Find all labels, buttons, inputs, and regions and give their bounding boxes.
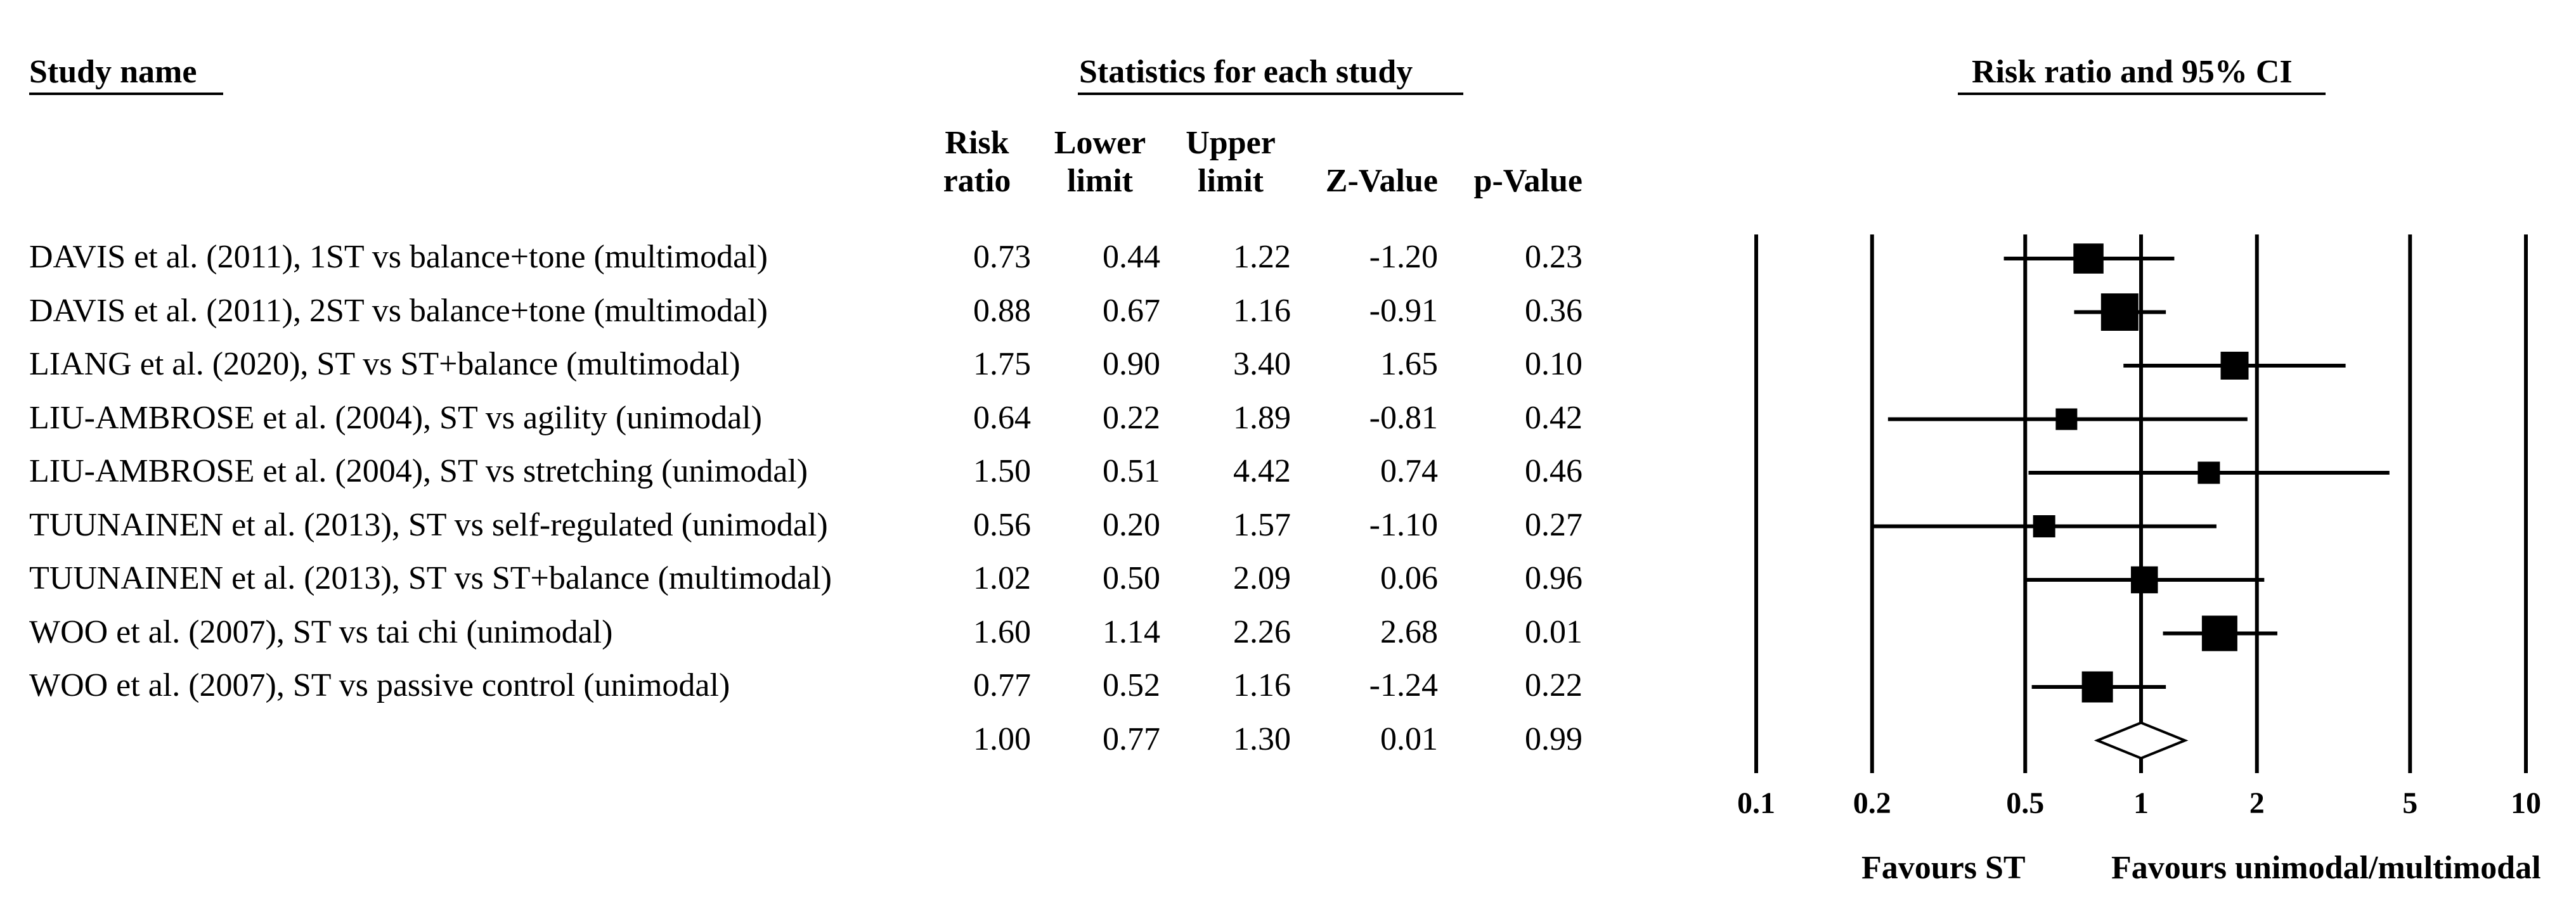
effect-marker (2033, 515, 2055, 537)
stat-cell-upper: 1.30 (1233, 721, 1291, 757)
stat-cell-rr: 1.00 (973, 721, 1031, 757)
study-name-underline (29, 93, 223, 95)
effect-marker (2202, 616, 2237, 651)
effect-marker (2055, 409, 2077, 430)
stat-cell-upper: 1.16 (1233, 292, 1291, 329)
stat-cell-lower: 0.67 (1103, 292, 1160, 329)
column-header-line2: limit (1198, 163, 1264, 199)
study-name-header: Study name (29, 54, 197, 90)
stat-cell-upper: 2.09 (1233, 560, 1291, 596)
stat-cell-lower: 0.90 (1103, 346, 1160, 382)
stat-cell-lower: 0.51 (1103, 453, 1160, 489)
axis-tick-label: 5 (2402, 786, 2418, 820)
stat-cell-lower: 0.22 (1103, 399, 1160, 436)
stat-cell-lower: 1.14 (1103, 613, 1160, 650)
stat-cell-p: 0.27 (1525, 506, 1582, 543)
column-header (1040, 124, 1160, 200)
study-name-cell: TUUNAINEN et al. (2013), ST vs self-regulated (unimodal) (29, 506, 828, 543)
study-name-cell: DAVIS et al. (2011), 2ST vs balance+tone (multimodal) (29, 292, 768, 329)
stat-cell-z: 0.01 (1380, 721, 1438, 757)
favours-left-label: Favours ST (1861, 850, 2026, 886)
stat-cell-z: -1.10 (1369, 506, 1438, 543)
stat-cell-upper: 1.57 (1233, 506, 1291, 543)
stat-cell-p: 0.99 (1525, 721, 1582, 757)
axis-tick-label: 1 (2133, 786, 2149, 820)
stat-cell-lower: 0.52 (1103, 667, 1160, 703)
stat-cell-z: 0.06 (1380, 560, 1438, 596)
study-name-cell: TUUNAINEN et al. (2013), ST vs ST+balance (multimodal) (29, 560, 832, 596)
stat-cell-rr: 1.02 (973, 560, 1031, 596)
column-header-line1: Lower (1054, 125, 1146, 161)
plot-underline (1958, 93, 2326, 95)
stat-cell-rr: 1.75 (973, 346, 1031, 382)
stat-cell-p: 0.46 (1525, 453, 1582, 489)
study-name-cell: LIANG et al. (2020), ST vs ST+balance (multimodal) (29, 346, 741, 382)
summary-diamond (2097, 723, 2185, 759)
stat-cell-rr: 1.60 (973, 613, 1031, 650)
stat-cell-z: 2.68 (1380, 613, 1438, 650)
column-header-line1: Risk (945, 125, 1009, 161)
column-header (1286, 124, 1438, 200)
column-header-line2: p-Value (1473, 163, 1582, 199)
stat-cell-z: -1.24 (1369, 667, 1438, 703)
stat-cell-upper: 4.42 (1233, 453, 1291, 489)
stat-cell-z: -1.20 (1369, 239, 1438, 275)
stat-cell-p: 0.01 (1525, 613, 1582, 650)
effect-marker (2073, 243, 2104, 274)
stat-cell-upper: 3.40 (1233, 346, 1291, 382)
stat-cell-rr: 1.50 (973, 453, 1031, 489)
axis-tick-label: 2 (2249, 786, 2265, 820)
effect-marker (2197, 462, 2220, 484)
stat-cell-rr: 0.88 (973, 292, 1031, 329)
stat-cell-p: 0.36 (1525, 292, 1582, 329)
effect-marker (2101, 293, 2139, 331)
stat-cell-rr: 0.73 (973, 239, 1031, 275)
column-header (1170, 124, 1291, 200)
statistics-underline (1078, 93, 1463, 95)
plot-header: Risk ratio and 95% CI (1972, 54, 2293, 90)
stat-cell-z: 1.65 (1380, 346, 1438, 382)
column-header-line1: Upper (1186, 125, 1276, 161)
stat-cell-upper: 1.22 (1233, 239, 1291, 275)
column-header-line1 (1443, 124, 1582, 162)
axis-tick-label: 0.2 (1853, 786, 1891, 820)
stat-cell-p: 0.10 (1525, 346, 1582, 382)
stat-cell-rr: 0.77 (973, 667, 1031, 703)
study-name-cell: WOO et al. (2007), ST vs tai chi (unimodal) (29, 613, 613, 650)
stat-cell-z: 0.74 (1380, 453, 1438, 489)
stat-cell-upper: 1.16 (1233, 667, 1291, 703)
study-name-cell: LIU-AMBROSE et al. (2004), ST vs stretching (unimodal) (29, 453, 808, 489)
stat-cell-upper: 2.26 (1233, 613, 1291, 650)
stat-cell-z: -0.81 (1369, 399, 1438, 436)
column-header-line2: limit (1067, 163, 1133, 199)
column-header-line2: ratio (943, 163, 1011, 199)
stat-cell-z: -0.91 (1369, 292, 1438, 329)
stat-cell-p: 0.22 (1525, 667, 1582, 703)
stat-cell-lower: 0.50 (1103, 560, 1160, 596)
statistics-header: Statistics for each study (1079, 54, 1413, 90)
stat-cell-lower: 0.20 (1103, 506, 1160, 543)
effect-marker (2082, 672, 2113, 703)
column-header (923, 124, 1031, 200)
stat-cell-rr: 0.56 (973, 506, 1031, 543)
stat-cell-rr: 0.64 (973, 399, 1031, 436)
effect-marker (2221, 352, 2249, 380)
axis-tick-label: 10 (2511, 786, 2541, 820)
column-header (1443, 124, 1582, 200)
axis-tick-label: 0.5 (2006, 786, 2045, 820)
column-header-line2: Z-Value (1325, 163, 1438, 199)
stat-cell-p: 0.42 (1525, 399, 1582, 436)
column-header-line1 (1286, 124, 1438, 162)
stat-cell-p: 0.96 (1525, 560, 1582, 596)
axis-tick-label: 0.1 (1737, 786, 1775, 820)
stat-cell-upper: 1.89 (1233, 399, 1291, 436)
stat-cell-lower: 0.44 (1103, 239, 1160, 275)
favours-right-label: Favours unimodal/multimodal (2111, 850, 2541, 886)
study-name-cell: WOO et al. (2007), ST vs passive control (unimodal) (29, 667, 730, 703)
study-name-cell: LIU-AMBROSE et al. (2004), ST vs agility (unimodal) (29, 399, 762, 436)
study-name-cell: DAVIS et al. (2011), 1ST vs balance+tone (multimodal) (29, 239, 768, 275)
stat-cell-lower: 0.77 (1103, 721, 1160, 757)
stat-cell-p: 0.23 (1525, 239, 1582, 275)
effect-marker (2131, 567, 2158, 594)
